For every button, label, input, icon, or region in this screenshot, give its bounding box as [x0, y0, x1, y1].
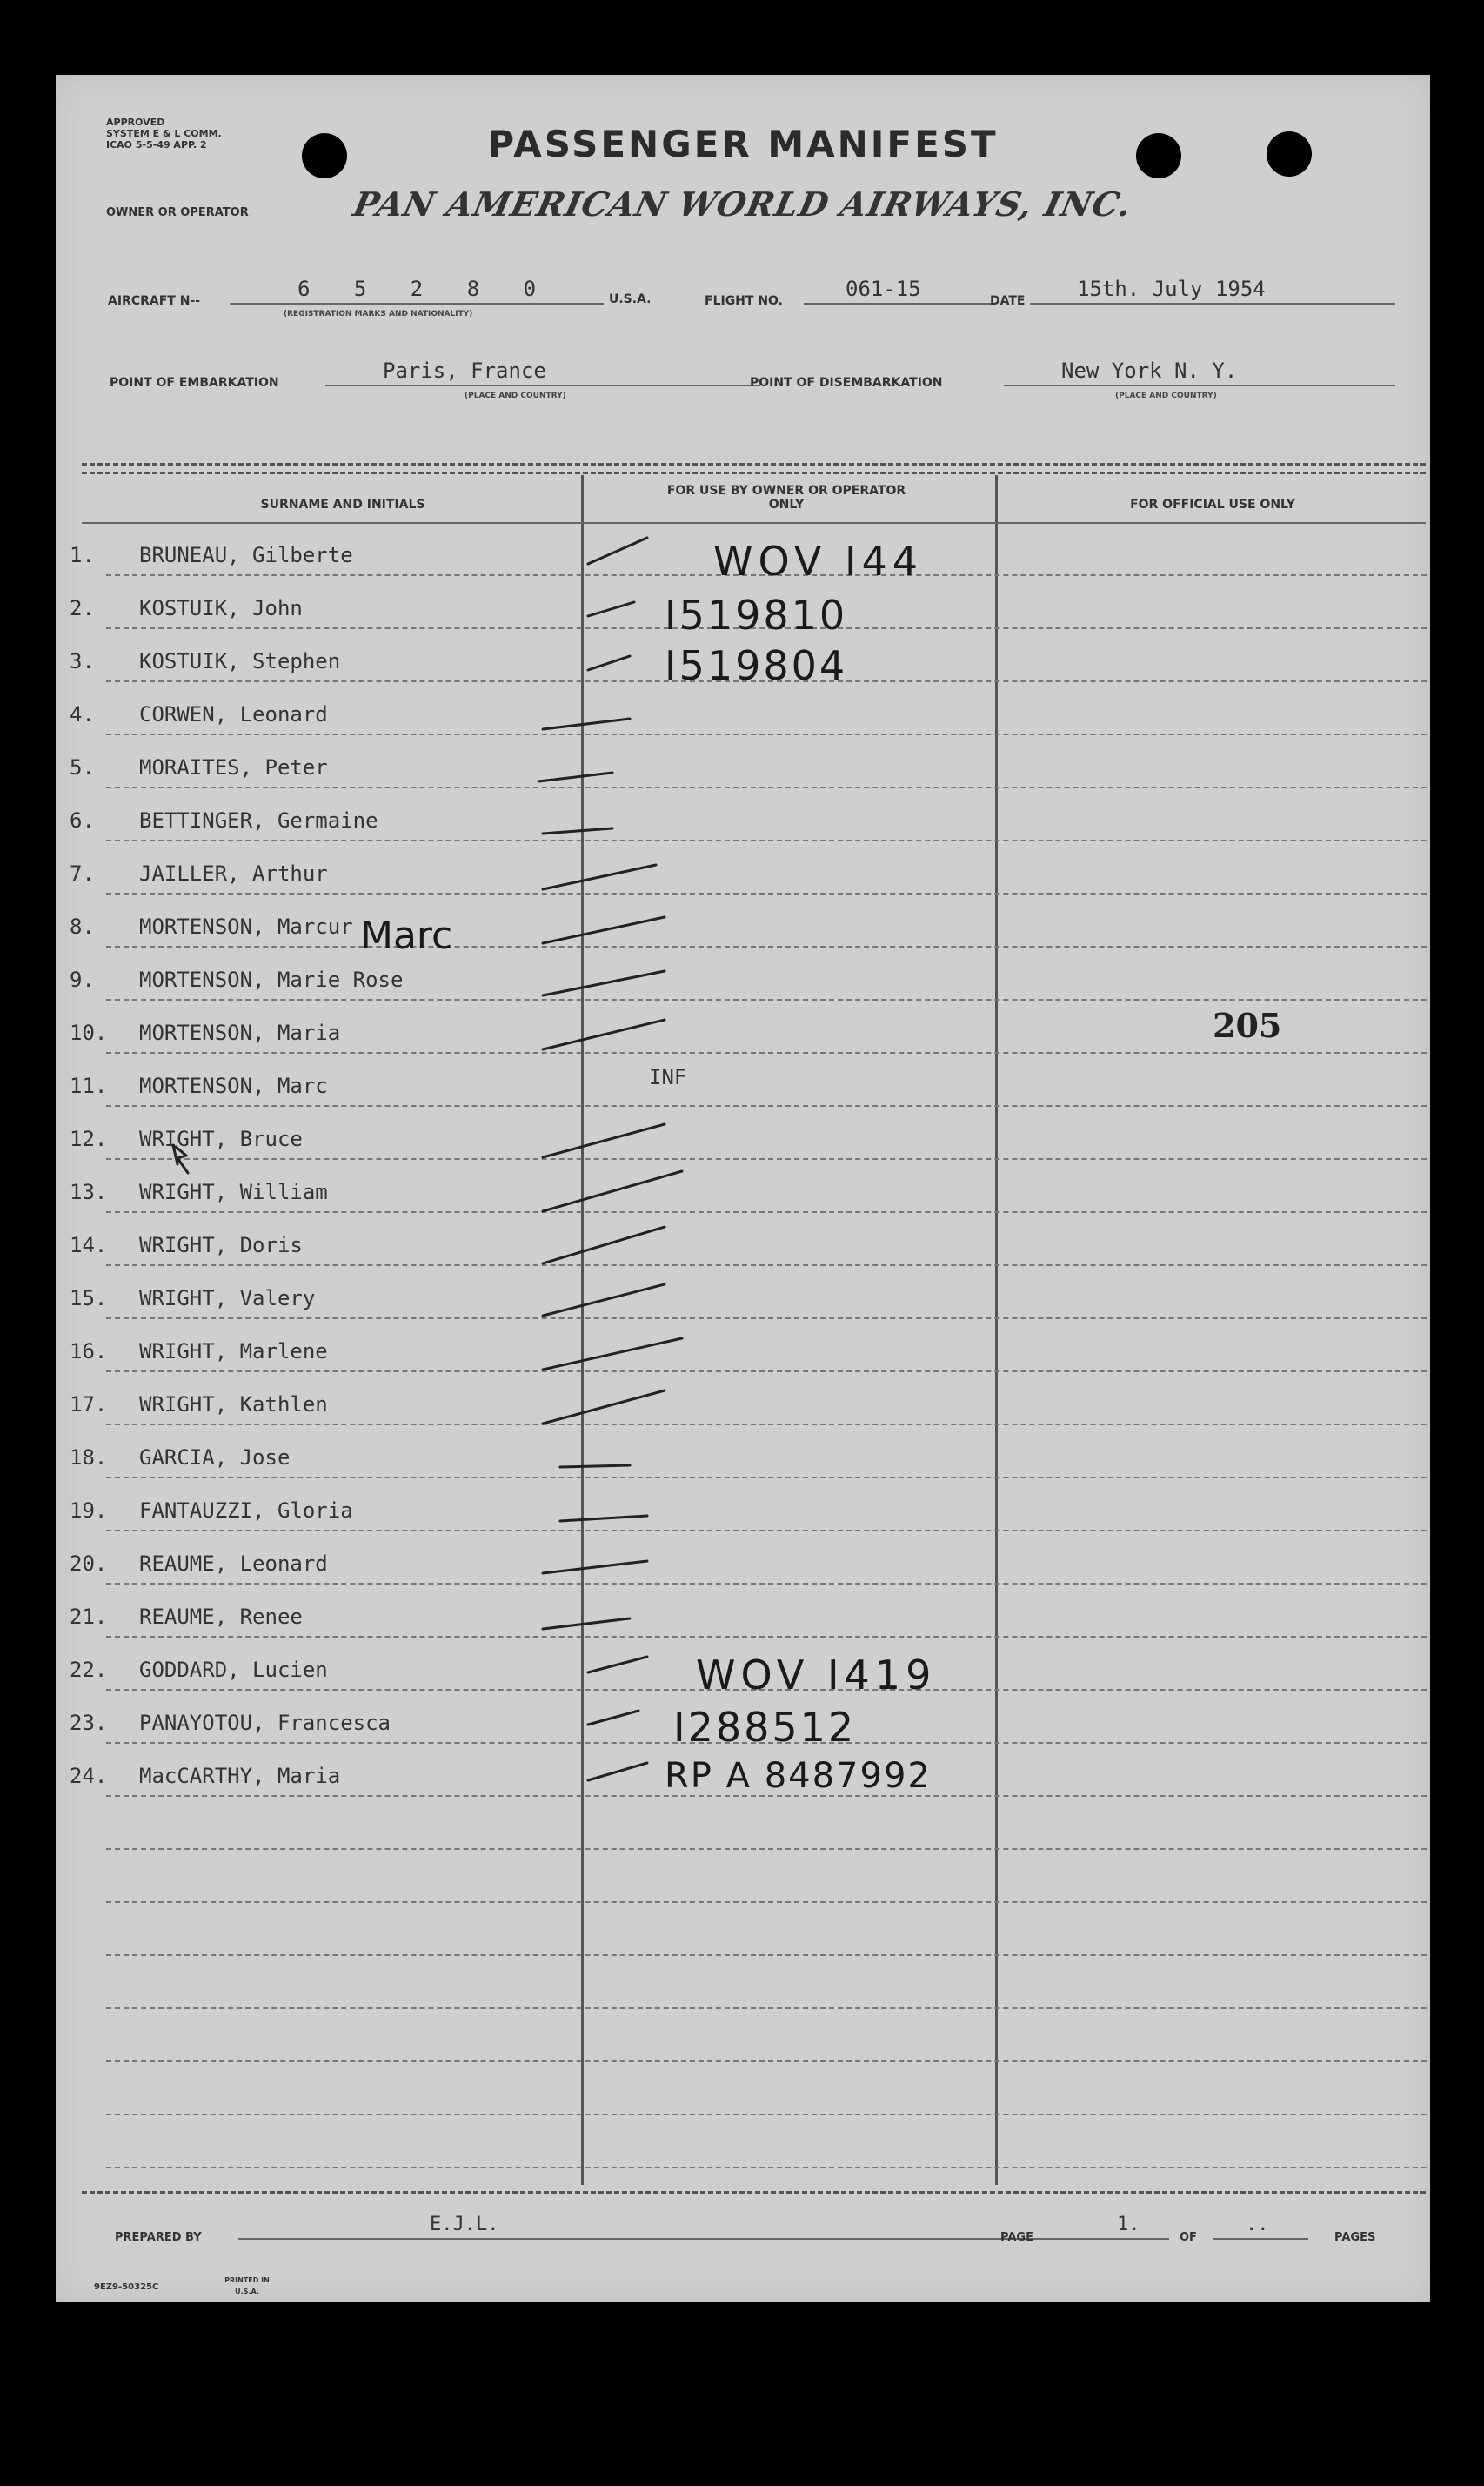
- approval-line: ICAO 5-5-49 APP. 2: [106, 139, 207, 151]
- passenger-name: KOSTUIK, John: [139, 596, 303, 620]
- handwritten-marc: Marc: [360, 914, 453, 958]
- of-label: OF: [1180, 2231, 1197, 2244]
- row-number: 11.: [70, 1074, 108, 1098]
- passenger-name: WRIGHT, Bruce: [139, 1127, 303, 1151]
- passenger-name: BETTINGER, Germaine: [139, 808, 378, 833]
- aircraft-label: AIRCRAFT N--: [108, 294, 201, 308]
- row-number: 6.: [70, 808, 95, 833]
- column-header-operator: FOR USE BY OWNER OR OPERATOR ONLY: [666, 484, 906, 512]
- passenger-name: WRIGHT, Marlene: [139, 1339, 328, 1364]
- row-number: 1.: [70, 543, 95, 567]
- row-number: 5.: [70, 755, 95, 780]
- row-number: 16.: [70, 1339, 108, 1364]
- row-number: 8.: [70, 915, 95, 939]
- passenger-name: REAUME, Leonard: [139, 1551, 328, 1576]
- passenger-name: MORAITES, Peter: [139, 755, 328, 780]
- row-number: 4.: [70, 702, 95, 727]
- row-number: 7.: [70, 861, 95, 886]
- disembarkation-label: POINT OF DISEMBARKATION: [750, 376, 943, 390]
- row-number: 19.: [70, 1498, 108, 1523]
- page-value: 1.: [1117, 2214, 1140, 2235]
- approval-line: SYSTEM E & L COMM.: [106, 128, 222, 139]
- row-number: 2.: [70, 596, 95, 620]
- row-number: 20.: [70, 1551, 108, 1576]
- aircraft-value: 6 5 2 8 0: [297, 277, 552, 301]
- row-number: 22.: [70, 1658, 108, 1682]
- passenger-name: REAUME, Renee: [139, 1605, 303, 1629]
- row-number: 12.: [70, 1127, 108, 1151]
- operator-note-23: I288512: [673, 1704, 857, 1751]
- passenger-name: FANTAUZZI, Gloria: [139, 1498, 353, 1523]
- passenger-name: MORTENSON, Marc: [139, 1074, 328, 1098]
- owner-label: OWNER OR OPERATOR: [106, 206, 249, 219]
- passenger-name: MacCARTHY, Maria: [139, 1764, 341, 1788]
- embarkation-label: POINT OF EMBARKATION: [110, 376, 279, 390]
- passenger-name: MORTENSON, Marie Rose: [139, 968, 404, 992]
- operator-note-3: I519804: [665, 642, 848, 689]
- pages-label: PAGES: [1334, 2231, 1376, 2244]
- passenger-name: MORTENSON, Marcur: [139, 915, 353, 939]
- row-number: 10.: [70, 1021, 108, 1045]
- row-number: 13.: [70, 1180, 108, 1204]
- passenger-name: WRIGHT, Valery: [139, 1286, 316, 1310]
- operator-note-2: I519810: [665, 592, 848, 639]
- column-header-official: FOR OFFICIAL USE ONLY: [1130, 498, 1295, 512]
- date-value: 15th. July 1954: [1077, 277, 1266, 301]
- passenger-name: MORTENSON, Maria: [139, 1021, 341, 1045]
- row-number: 15.: [70, 1286, 108, 1310]
- disembarkation-value: New York N. Y.: [1061, 358, 1238, 383]
- flight-label: FLIGHT NO.: [705, 294, 783, 308]
- operator-note-1: WOV I44: [713, 538, 924, 585]
- footer-printed: PRINTED IN U.S.A.: [224, 2276, 270, 2295]
- disembarkation-note: (PLACE AND COUNTRY): [1115, 392, 1217, 400]
- check-marks: [56, 75, 1430, 2302]
- airline-name: PAN AMERICAN WORLD AIRWAYS, INC.: [350, 184, 1136, 224]
- row-number: 21.: [70, 1605, 108, 1629]
- row-number: 23.: [70, 1711, 108, 1735]
- footer-code: 9EZ9-50325C: [94, 2282, 159, 2292]
- passenger-name: BRUNEAU, Gilberte: [139, 543, 353, 567]
- date-label: DATE: [990, 294, 1026, 308]
- embarkation-note: (PLACE AND COUNTRY): [465, 392, 566, 400]
- passenger-name: GODDARD, Lucien: [139, 1658, 328, 1682]
- passenger-name: CORWEN, Leonard: [139, 702, 328, 727]
- nationality-value: U.S.A.: [609, 292, 652, 306]
- passenger-name: GARCIA, Jose: [139, 1445, 291, 1470]
- of-value: ..: [1246, 2214, 1269, 2235]
- passenger-name: WRIGHT, William: [139, 1180, 328, 1204]
- prepared-label: PREPARED BY: [115, 2231, 202, 2244]
- passenger-name: PANAYOTOU, Francesca: [139, 1711, 391, 1735]
- row-number: 18.: [70, 1445, 108, 1470]
- row-number: 17.: [70, 1392, 108, 1417]
- infant-marker: INF: [649, 1065, 687, 1089]
- prepared-value: E.J.L.: [430, 2214, 499, 2235]
- row-number: 14.: [70, 1233, 108, 1257]
- passenger-name: JAILLER, Arthur: [139, 861, 328, 886]
- row-number: 24.: [70, 1764, 108, 1788]
- registration-note: (REGISTRATION MARKS AND NATIONALITY): [284, 310, 473, 318]
- page-title: PASSENGER MANIFEST: [487, 123, 999, 165]
- passenger-name: KOSTUIK, Stephen: [139, 649, 341, 673]
- operator-note-22: WOV I419: [696, 1652, 937, 1699]
- row-number: 3.: [70, 649, 95, 673]
- passenger-name: WRIGHT, Doris: [139, 1233, 303, 1257]
- approval-line: APPROVED: [106, 117, 165, 128]
- passenger-name: WRIGHT, Kathlen: [139, 1392, 328, 1417]
- page-label: PAGE: [1000, 2231, 1033, 2244]
- official-number: 205: [1213, 1006, 1282, 1045]
- manifest-sheet: [56, 75, 1430, 2302]
- row-number: 9.: [70, 968, 95, 992]
- flight-value: 061-15: [846, 277, 921, 301]
- embarkation-value: Paris, France: [383, 358, 546, 383]
- column-header-surname: SURNAME AND INITIALS: [260, 498, 425, 512]
- operator-note-24: RP A 8487992: [665, 1756, 932, 1796]
